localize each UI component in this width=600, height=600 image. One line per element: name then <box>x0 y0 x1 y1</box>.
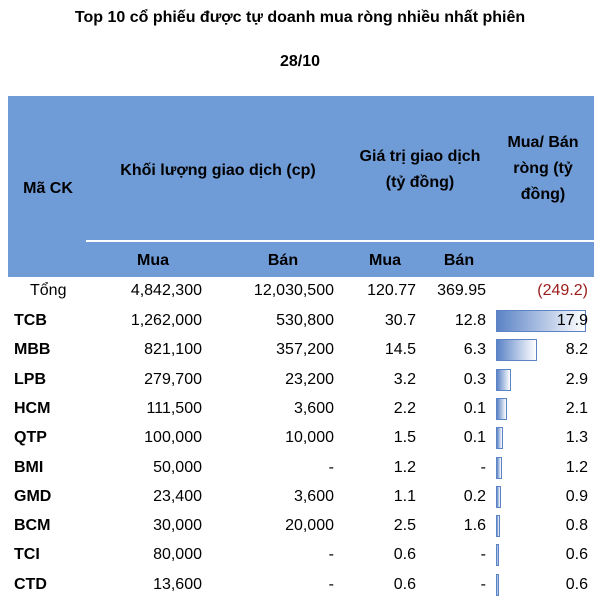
val-buy-cell: 1.1 <box>393 487 416 505</box>
net-value-cell: 2.1 <box>565 399 588 417</box>
val-sell-cell: - <box>480 458 486 476</box>
net-value-cell: (249.2) <box>537 282 588 299</box>
val-buy-cell: 2.2 <box>393 399 416 417</box>
net-bar <box>496 339 537 361</box>
stock-code: GMD <box>14 487 52 505</box>
vol-buy-cell: 50,000 <box>153 458 202 476</box>
vol-buy-cell: 100,000 <box>144 429 202 447</box>
vol-sell-cell: 10,000 <box>285 429 334 447</box>
net-value-cell: 2.9 <box>565 370 588 388</box>
stock-code: TCI <box>14 546 40 564</box>
date-subtitle: 28/10 <box>279 53 321 70</box>
net-bar <box>496 544 499 566</box>
val-buy-cell: 120.77 <box>367 282 416 299</box>
val-sell-cell: - <box>480 575 486 593</box>
vol-sell-cell: - <box>328 546 334 564</box>
header-divider <box>86 240 594 242</box>
val-buy-cell: 14.5 <box>384 341 416 359</box>
vol-buy-cell: 23,400 <box>153 487 202 505</box>
net-bar <box>496 486 501 508</box>
total-label: Tổng <box>30 282 67 299</box>
header-code: Mã CK <box>23 180 73 197</box>
net-bar <box>496 369 511 391</box>
net-value-cell: 0.8 <box>565 517 588 535</box>
net-value-cell: 0.6 <box>565 575 588 593</box>
net-bar <box>496 398 507 420</box>
net-value-cell: 1.3 <box>565 429 588 447</box>
val-sell-cell: 6.3 <box>463 341 486 359</box>
table-row <box>8 335 594 365</box>
vol-buy-cell: 30,000 <box>153 517 202 535</box>
vol-sell-cell: 12,030,500 <box>253 282 334 299</box>
vol-sell-cell: 3,600 <box>293 487 334 505</box>
header-volume: Khối lượng giao dịch (cp) <box>120 162 316 179</box>
net-bar <box>496 574 499 596</box>
vol-sell-cell: 20,000 <box>285 517 334 535</box>
stock-code: BCM <box>14 517 51 535</box>
vol-buy-cell: 80,000 <box>153 546 202 564</box>
net-value-cell: 1.2 <box>565 458 588 476</box>
val-buy-cell: 1.2 <box>393 458 416 476</box>
vol-buy-cell: 821,100 <box>144 341 202 359</box>
val-sell-cell: 1.6 <box>463 517 486 535</box>
val-buy-cell: 3.2 <box>393 370 416 388</box>
table-row <box>8 423 594 453</box>
header-value: Giá trị giao dịch (tỷ đồng) <box>359 148 481 191</box>
val-buy-cell: 0.6 <box>393 575 416 593</box>
header-vol-buy: Mua <box>137 252 169 269</box>
total-row <box>8 276 594 306</box>
table-row <box>8 306 594 336</box>
stock-code: MBB <box>14 341 51 359</box>
vol-buy-cell: 13,600 <box>153 575 202 593</box>
val-buy-cell: 30.7 <box>384 312 416 329</box>
vol-sell-cell: 357,200 <box>276 341 334 359</box>
table-row <box>8 365 594 395</box>
net-bar <box>496 457 502 479</box>
val-sell-cell: 0.3 <box>463 370 486 388</box>
vol-sell-cell: 23,200 <box>285 370 334 388</box>
vol-sell-cell: - <box>328 575 334 593</box>
table-row <box>8 540 594 570</box>
val-sell-cell: - <box>480 546 486 564</box>
val-sell-cell: 0.1 <box>463 429 486 447</box>
stock-code: HCM <box>14 399 51 417</box>
net-bar <box>496 427 503 449</box>
vol-sell-cell: 530,800 <box>276 312 334 329</box>
table-row <box>8 482 594 512</box>
net-value-cell: 0.6 <box>565 546 588 564</box>
val-buy-cell: 2.5 <box>393 517 416 535</box>
stock-code: CTD <box>14 575 47 593</box>
header-net: Mua/ Bán ròng (tỷ đồng) <box>507 134 579 203</box>
table-row <box>8 394 594 424</box>
vol-buy-cell: 279,700 <box>144 370 202 388</box>
page-title: Top 10 cổ phiếu được tự doanh mua ròng nhiều nhất phiên <box>74 9 526 26</box>
vol-buy-cell: 4,842,300 <box>130 282 202 299</box>
vol-buy-cell: 111,500 <box>146 399 202 417</box>
vol-sell-cell: 3,600 <box>293 399 334 417</box>
vol-buy-cell: 1,262,000 <box>130 312 202 329</box>
val-sell-cell: 12.8 <box>454 312 486 329</box>
header-val-sell: Bán <box>443 252 475 269</box>
stock-code: QTP <box>14 429 47 447</box>
net-bar <box>496 515 500 537</box>
header-vol-sell: Bán <box>267 252 299 269</box>
net-value-cell: 8.2 <box>565 341 588 359</box>
table-row <box>8 511 594 541</box>
table-header <box>8 96 594 277</box>
table-row <box>8 453 594 483</box>
val-buy-cell: 1.5 <box>393 429 416 447</box>
header-val-buy: Mua <box>369 252 401 269</box>
table-row <box>8 570 594 600</box>
vol-sell-cell: - <box>328 458 334 476</box>
val-sell-cell: 369.95 <box>437 282 486 299</box>
net-value-cell: 0.9 <box>565 487 588 505</box>
val-buy-cell: 0.6 <box>393 546 416 564</box>
val-sell-cell: 0.1 <box>463 399 486 417</box>
net-value-cell: 17.9 <box>556 312 588 329</box>
stock-code: TCB <box>14 312 47 329</box>
stock-code: LPB <box>14 370 46 388</box>
val-sell-cell: 0.2 <box>463 487 486 505</box>
stock-code: BMI <box>14 458 44 476</box>
